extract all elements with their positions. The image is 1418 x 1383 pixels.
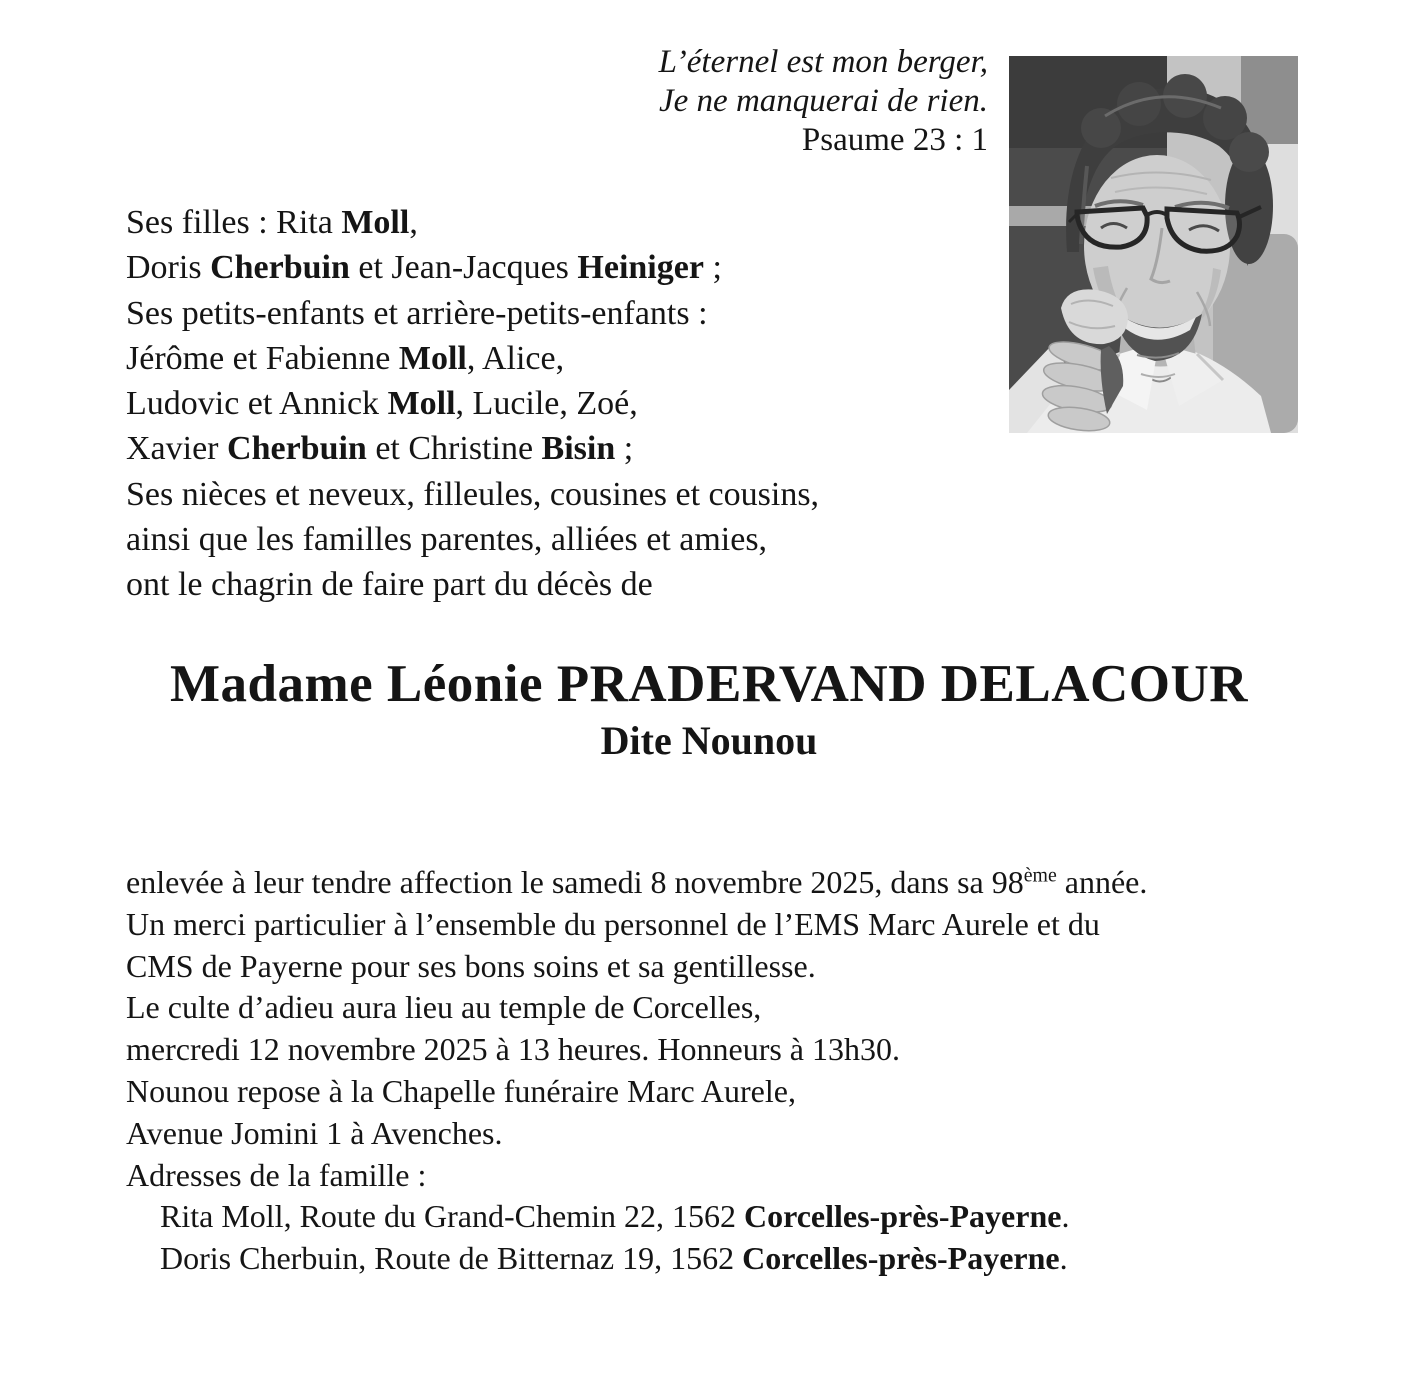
text-segment: ; — [703, 249, 722, 287]
text-segment: Ludovic et Annick — [126, 385, 388, 423]
text-segment: , Alice, — [466, 339, 565, 377]
text-segment: ; — [615, 430, 634, 468]
text-segment: Le culte d’adieu aura lieu au temple de Corcelles, — [126, 989, 762, 1026]
text-segment: Nounou repose à la Chapelle funéraire Marc Aurele, — [126, 1072, 796, 1109]
text-segment: Cherbuin — [210, 249, 350, 287]
text-line — [126, 1071, 1147, 1113]
text-segment: Moll — [387, 385, 456, 423]
deceased-nickname: Dite Nounou — [600, 718, 818, 763]
text-line — [126, 1196, 1147, 1238]
text-line — [126, 245, 819, 290]
text-line — [126, 291, 819, 336]
portrait-photo-drawing — [1009, 56, 1298, 433]
text-segment: et Jean-Jacques — [349, 249, 578, 287]
text-line — [126, 472, 819, 517]
title-block — [0, 655, 1418, 763]
text-segment: . — [1059, 1240, 1068, 1277]
text-line — [126, 517, 819, 562]
epigraph-attribution: Psaume 23 : 1 — [801, 122, 988, 158]
text-segment: Doris Cherbuin, Route de Bitternaz 19, 1562 — [160, 1240, 743, 1277]
text-segment: Cherbuin — [227, 430, 367, 468]
text-segment: Un merci particulier à l’ensemble du personnel de l’EMS Marc Aurele et du — [126, 905, 1100, 942]
text-line — [126, 381, 819, 426]
portrait-photo — [1009, 56, 1298, 433]
text-segment: . — [1061, 1198, 1070, 1235]
epigraph-line: L’éternel est mon berger, — [658, 44, 988, 80]
text-line — [126, 1238, 1147, 1280]
text-segment: ont le chagrin de faire part du décès de — [126, 566, 653, 604]
text-segment: Avenue Jomini 1 à Avenches. — [126, 1114, 503, 1151]
text-segment: ème — [1023, 864, 1057, 887]
deceased-name: Madame Léonie PRADERVAND DELACOUR — [169, 655, 1249, 713]
text-segment: Heiniger — [577, 249, 704, 287]
text-segment: et Christine — [366, 430, 542, 468]
text-segment: , Lucile, Zoé, — [455, 385, 638, 423]
text-segment: Moll — [398, 339, 467, 377]
text-segment: Ses petits-enfants et arrière-petits-enfants : — [126, 294, 708, 332]
text-segment: enlevée à leur tendre affection le samedi 8 novembre 2025, dans sa 98 — [126, 864, 1024, 900]
text-line — [126, 946, 1147, 988]
text-line — [126, 1113, 1147, 1155]
text-line — [126, 336, 819, 381]
text-line — [126, 862, 1147, 904]
text-segment: Corcelles-près-Payerne — [742, 1240, 1060, 1277]
family-list — [126, 200, 819, 608]
announcement-block — [126, 862, 1147, 1280]
text-line — [126, 562, 819, 607]
text-segment: Corcelles-près-Payerne — [743, 1198, 1062, 1235]
text-segment: , — [409, 204, 418, 241]
epigraph-line: Je ne manquerai de rien. — [659, 83, 988, 119]
text-segment: Doris — [126, 249, 211, 287]
text-segment: ainsi que les familles parentes, alliées et amies, — [126, 521, 768, 559]
text-segment: année. — [1056, 864, 1148, 900]
text-line — [126, 1155, 1147, 1197]
text-segment: Ses filles : Rita — [126, 204, 342, 241]
text-line — [126, 904, 1147, 946]
text-segment: Rita Moll, Route du Grand-Chemin 22, 1562 — [160, 1198, 744, 1235]
text-line — [126, 426, 819, 471]
text-segment: Jérôme et Fabienne — [126, 339, 399, 377]
text-segment: Adresses de la famille : — [126, 1156, 427, 1193]
text-segment: mercredi 12 novembre 2025 à 13 heures. Honneurs à 13h30. — [126, 1031, 900, 1068]
text-segment: CMS de Payerne pour ses bons soins et sa gentillesse. — [126, 947, 816, 984]
text-line — [126, 987, 1147, 1029]
text-segment: Xavier — [126, 430, 228, 468]
text-segment: Ses nièces et neveux, filleules, cousines et cousins, — [126, 475, 820, 513]
text-segment: Bisin — [541, 430, 616, 468]
text-line — [126, 200, 819, 245]
text-segment: Moll — [341, 204, 410, 241]
epigraph — [659, 43, 988, 160]
text-line — [126, 1029, 1147, 1071]
